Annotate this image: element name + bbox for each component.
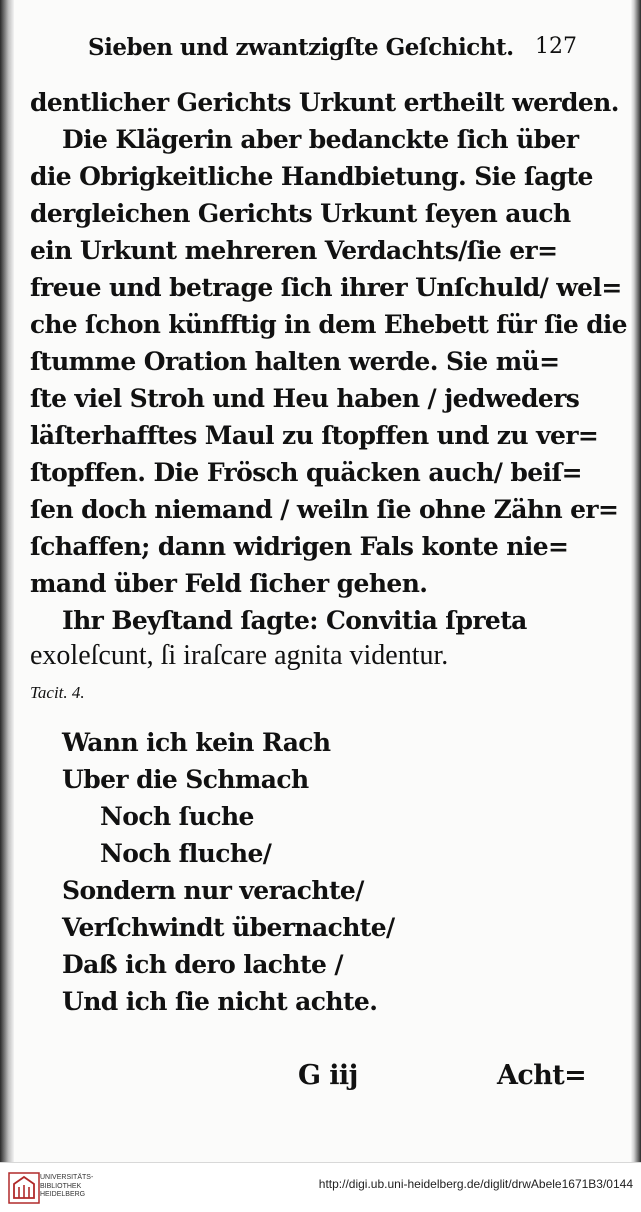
latin-quote-line: exoleſcunt, ſi iraſcare agnita videntur. bbox=[30, 640, 449, 671]
text-line: ſen doch niemand / weiln ſie ohne Zähn er= bbox=[30, 495, 619, 524]
text-line: die Obrigkeitliche Handbietung. Sie ſagte bbox=[30, 162, 593, 191]
library-name-line: UNIVERSITÄTS- bbox=[40, 1174, 94, 1181]
verse-line: Uber die Schmach bbox=[62, 765, 309, 794]
citation: Tacit. 4. bbox=[30, 683, 85, 702]
library-name-line: BIBLIOTHEK bbox=[40, 1182, 82, 1190]
text-line: ſtopffen. Die Frösch quäcken auch/ beiſ= bbox=[30, 458, 582, 487]
page-number: 127 bbox=[535, 34, 577, 59]
signature-mark: G iij bbox=[298, 1060, 358, 1091]
verse-line: Noch ſuche bbox=[100, 802, 254, 831]
catchword: Acht= bbox=[497, 1060, 587, 1091]
text-line: mand über Feld ſicher gehen. bbox=[30, 569, 428, 598]
running-header: Sieben und zwantzigſte Geſchicht. bbox=[88, 34, 514, 61]
verse-line: Daß ich dero lachte / bbox=[62, 950, 343, 979]
text-line: ſte viel Stroh und Heu haben / jedweders bbox=[30, 384, 580, 413]
text-line: freue und betrage ſich ihrer Unſchuld/ wel= bbox=[30, 273, 622, 302]
text-line: Die Klägerin aber bedanckte ſich über bbox=[62, 125, 579, 154]
verse-line: Sondern nur verachte/ bbox=[62, 876, 364, 905]
text-line: ſchaffen; dann widrigen Fals konte nie= bbox=[30, 532, 569, 561]
university-library-logo-icon bbox=[8, 1172, 40, 1204]
text-line: ſtumme Oration halten werde. Sie mü= bbox=[30, 347, 560, 376]
library-name bbox=[40, 1174, 93, 1200]
source-url-link[interactable]: http://digi.ub.uni-heidelberg.de/diglit/drwAbele1671B3/0144 bbox=[318, 1177, 633, 1191]
text-line: che ſchon künfftig in dem Ehebett für ſie die bbox=[30, 310, 627, 339]
text-line: läſterhafftes Maul zu ſtopffen und zu ver= bbox=[30, 421, 599, 450]
text-line: dentlicher Gerichts Urkunt ertheilt werden. bbox=[30, 88, 619, 117]
verse-line: Noch fluche/ bbox=[100, 839, 272, 868]
text-line: ein Urkunt mehreren Verdachts/ſie er= bbox=[30, 236, 558, 265]
verse-line: Verſchwindt übernachte/ bbox=[62, 913, 395, 942]
text-line: Ihr Beyſtand ſagte: Convitia ſpreta bbox=[62, 606, 527, 635]
verse-line: Wann ich kein Rach bbox=[62, 728, 331, 757]
page-edge-shadow-right bbox=[631, 0, 641, 1162]
text-line: dergleichen Gerichts Urkunt ſeyen auch bbox=[30, 199, 571, 228]
library-name-line: HEIDELBERG bbox=[40, 1191, 86, 1198]
verse-line: Und ich ſie nicht achte. bbox=[62, 987, 378, 1016]
page-edge-shadow-left bbox=[0, 0, 14, 1162]
digitization-footer bbox=[0, 1162, 641, 1212]
